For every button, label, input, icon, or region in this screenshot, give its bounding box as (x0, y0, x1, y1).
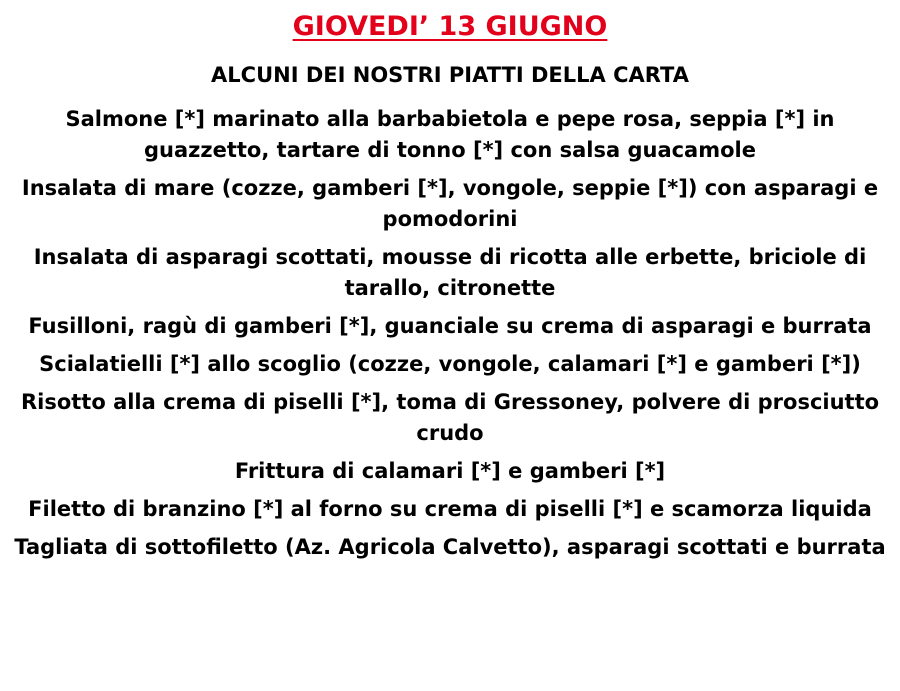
dish-item: Scialatielli [*] allo scoglio (cozze, vongole, calamari [*] e gamberi [*]) (39, 352, 861, 376)
dish-item: Filetto di branzino [*] al forno su crema di piselli [*] e scamorza liquida (28, 497, 872, 521)
dish-item: Fusilloni, ragù di gamberi [*], guanciale su crema di asparagi e burrata (28, 314, 872, 338)
dish-item: Insalata di mare (cozze, gamberi [*], vongole, seppie [*]) con asparagi e pomodorini (21, 176, 879, 231)
dish-list (0, 104, 900, 570)
dish-item: Tagliata di sottofiletto (Az. Agricola Calvetto), asparagi scottati e burrata (14, 535, 886, 559)
menu-subtitle: ALCUNI DEI NOSTRI PIATTI DELLA CARTA (211, 63, 689, 87)
dish-item: Risotto alla crema di piselli [*], toma di Gressoney, polvere di prosciutto crudo (20, 390, 880, 445)
menu-date-text: GIOVEDI’ 13 GIUGNO (292, 11, 608, 42)
dish-item: Salmone [*] marinato alla barbabietola e pepe rosa, seppia [*] in guazzetto, tartare di tonno [*] con salsa guacamole (65, 107, 835, 162)
menu-date-title (0, 10, 900, 44)
dish-item: Frittura di calamari [*] e gamberi [*] (234, 459, 666, 483)
dish-item: Insalata di asparagi scottati, mousse di ricotta alle erbette, briciole di tarallo, citronette (33, 245, 867, 300)
